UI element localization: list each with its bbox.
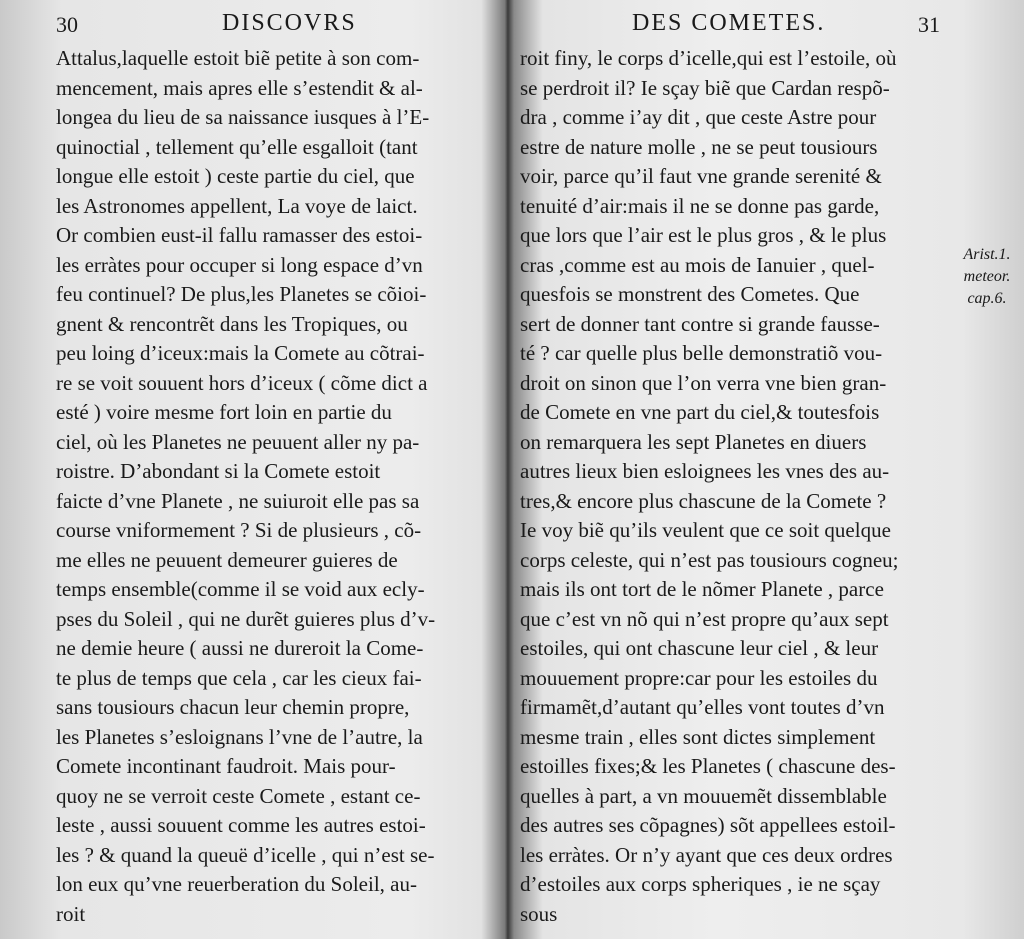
right-page [512,0,1024,939]
text-line: ciel, où les Planetes ne peuuent aller ny pa- [56,429,420,454]
text-line: les erràtes pour occuper si long espace d’vn [56,252,423,277]
text-line: autres lieux bien esloignees les vnes des au- [520,459,890,483]
text-line: droit on sinon que l’on verra vne bien gran- [520,370,887,395]
text-line: re se voit souuent hors d’iceux ( cõme dict a [56,370,428,395]
text-line: leste , aussi souuent comme les autres estoi- [56,813,426,837]
marginal-note [952,244,1022,310]
text-line: longea du lieu de sa naissance iusques à l’E- [56,105,430,129]
text-line: sert de donner tant contre si grande fausse- [520,311,880,336]
text-line: esté ) voire mesme fort loin en partie du [56,400,392,424]
left-page-number: 30 [56,12,78,37]
text-line: ne demie heure ( aussi ne dureroit la Come- [56,636,424,660]
text-line: firmamẽt,d’autant qu’elles vont toutes d’vn [520,695,885,719]
text-line: quoy ne se verroit ceste Comete , estant ce- [56,783,421,808]
text-line: les erràtes. Or n’y ayant que ces deux ordres [520,842,893,867]
text-line: Or combien eust-il fallu ramasser des estoi- [56,223,423,247]
text-line: temps ensemble(comme il se void aux ecly- [56,577,425,601]
marginal-note-line: Arist.1. [963,246,1011,263]
text-line: estre de nature molle , ne se peut tousiours [520,134,878,159]
text-line: roistre. D’abondant si la Comete estoit [56,459,381,483]
text-line: estoiles, qui ont chascune leur ciel , & leur [520,636,879,660]
text-line: on remarquera les sept Planetes en diuers [520,429,867,454]
text-line: corps celeste, qui n’est pas tousiours cogneu; [520,547,899,572]
text-line: Ie voy biẽ qu’ils veulent que ce soit quelque [520,518,891,542]
right-page-text [520,44,960,929]
text-line: tres,& encore plus chascune de la Comete ? [520,488,887,513]
text-line: cras ,comme est au mois de Ianuier , quel- [520,252,875,277]
text-line: se perdroit il? Ie sçay biẽ que Cardan respõ- [520,75,890,100]
marginal-note-line: cap.6. [967,290,1007,307]
text-line: peu loing d’iceux:mais la Comete au cõtrai- [56,341,425,365]
right-page-number: 31 [918,12,940,37]
text-line: pses du Soleil , qui ne durẽt guieres plus d’v- [56,606,436,631]
left-running-head: DISCOVRS [222,10,357,36]
text-line: te plus de temps que cela , car les cieux fai- [56,665,422,690]
text-line: feu continuel? De plus,les Planetes se cõioi- [56,282,427,306]
text-line: les Planetes s’esloignans l’vne de l’autre, la [56,724,423,749]
text-line: longue elle estoit ) ceste partie du ciel, que [56,164,415,188]
text-line: voir, parce qu’il faut vne grande serenité & [520,164,882,188]
left-page [0,0,500,939]
text-line: Attalus,laquelle estoit biẽ petite à son com- [56,46,420,70]
text-line: té ? car quelle plus belle demonstratiõ vou- [520,341,883,365]
text-line: estoilles fixes;& les Planetes ( chascune des- [520,754,896,778]
text-line: me elles ne peuuent demeurer guieres de [56,547,398,572]
left-page-text [56,44,494,929]
text-line: roit finy, le corps d’icelle,qui est l’estoile, où [520,46,897,70]
text-line: mencement, mais apres elle s’estendit & al- [56,75,423,100]
text-line: les ? & quand la queuë d’icelle , qui n’est se- [56,842,435,867]
text-line: quinoctial , tellement qu’elle esgalloit (tant [56,134,418,159]
text-line: faicte d’vne Planete , ne suiuroit elle pas sa [56,488,420,513]
text-line: de Comete en vne part du ciel,& toutesfois [520,400,880,424]
right-running-head: DES COMETES. [632,10,826,36]
text-line: mouuement propre:car pour les estoiles du [520,665,878,690]
text-line: sans tousiours chacun leur chemin propre, [56,695,410,719]
text-line: sous [520,901,558,926]
text-line: dra , comme i’ay dit , que ceste Astre pour [520,105,877,129]
text-line: quesfois se monstrent des Cometes. Que [520,282,860,306]
text-line: d’estoiles aux corps spheriques , ie ne sçay [520,872,881,896]
text-line: mesme train , elles sont dictes simplement [520,724,876,749]
text-line: gnent & rencontrẽt dans les Tropiques, ou [56,311,408,336]
text-line: lon eux qu’vne reuerberation du Soleil, au- [56,872,417,896]
text-line: que lors que l’air est le plus gros , & le plus [520,223,887,247]
text-line: course vniformement ? Si de plusieurs , cõ- [56,518,422,542]
text-line: Comete incontinant faudroit. Mais pour- [56,754,396,778]
text-line: les Astronomes appellent, La voye de laict. [56,193,418,218]
text-line: des autres ses cõpagnes) sõt appellees estoil- [520,813,896,837]
text-line: tenuité d’air:mais il ne se donne pas garde, [520,193,880,218]
text-line: quelles à part, a vn mouuemẽt dissemblable [520,783,887,808]
text-line: mais ils ont tort de le nõmer Planete , parce [520,577,884,601]
text-line: roit [56,901,86,926]
text-line: que c’est vn nõ qui n’est propre qu’aux sept [520,606,889,631]
marginal-note-line: meteor. [963,268,1011,285]
